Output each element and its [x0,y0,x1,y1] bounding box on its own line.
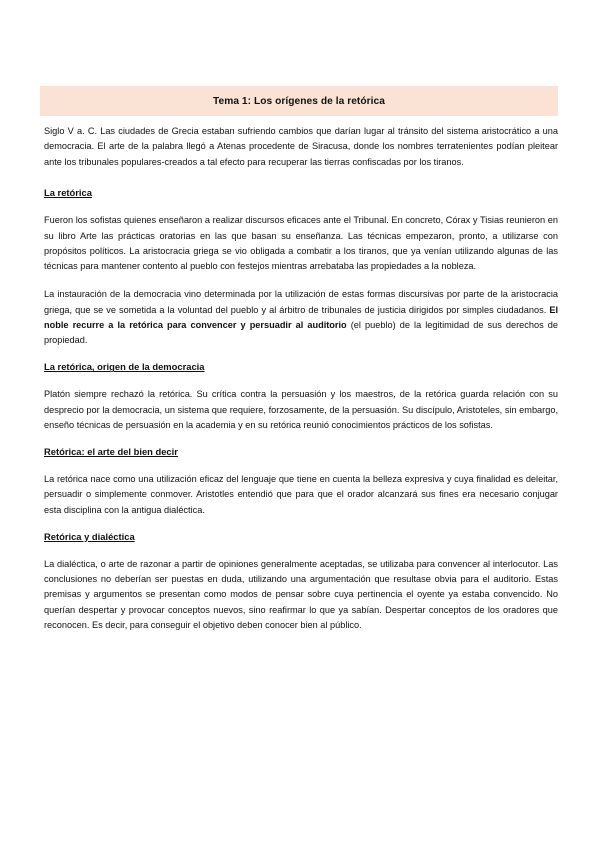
paragraph-dialectica: La dialéctica, o arte de razonar a partir de opiniones generalmente aceptadas, se utilizaba para convencer al interlocutor. Las conclusiones no deberían ser puestas en duda, utilizando una argumentación que resultase obvia para el auditorio. Estas premisas y argumentos se presentan como modos de pensar sobre cuya pertinencia el oyente ya estaba convencido. No querían despertar y provocar conceptos nuevos, sino reafirmar lo que ya sabían. Despertar conceptos de los oradores que reconocen. Es decir, para conseguir el objetivo deben conocer bien al público. [44,558,558,631]
paragraph-platon: Platón siempre rechazó la retórica. Su crítica contra la persuasión y los maestros, de la retórica guarda relación con su desprecio por la democracia, un sistema que requiere, forzosamente, de la persuasión. Su discípulo, Aristoteles, sin embargo, enseño técnicas de persuasión en la academia y en su retórica reunió conocimientos prácticos de los sofistas. [44,389,558,431]
paragraph-instauracion-text: La instauración de la democracia vino determinada por la utilización de estas formas discursivas por parte de la aristocracia griega, que se ve sometida a la voluntad del pueblo y al árbitro de tribunales de justicia dirigidos por simples ciudadanos. [44,289,558,315]
paragraph-instauracion [44,287,558,349]
paragraph-retorica-nace: La retórica nace como una utilización eficaz del lenguaje que tiene en cuenta la belleza expresiva y cuya finalidad es deleitar, persuadir o simplemente conmover. Aristotles entendió que para que el orador alcanzará sus fines era necesario conjugar esta disciplina con la antigua dialéctica. [44,473,558,515]
paragraph-instauracion-end: (el pueblo) de la legitimidad de sus derechos de propiedad. [44,320,558,346]
intro-paragraph: Siglo V a. C. Las ciudades de Grecia estaban sufriendo cambios que darían lugar al tránsito del sistema aristocrático a una democracia. El arte de la palabra llegó a Atenas procedente de Siracusa, donde los nombres terratenientes podían pleitear ante los tribunales populares-creados a tal efecto para recuperar las tierras confiscadas por los tiranos. [44,126,558,167]
section-heading-retorica-dialectica: Retórica y dialéctica [44,530,135,542]
title-banner [40,86,558,116]
section-heading-arte-bien-decir: Retórica: el arte del bien decir [44,446,178,457]
paragraph-instauracion-bold: El noble recurre a la retórica para convencer y persuadir al auditorio [44,304,558,331]
section-heading-la-retorica: La retórica [44,187,92,199]
section-heading-origen-democracia: La retórica, origen de la democracia [44,361,205,373]
paragraph-sofistas: Fueron los sofistas quienes enseñaron a realizar discursos eficaces ante el Tribunal. En concreto, Córax y Tisias reunieron en su libro Arte las prácticas oratorias en las que basan su enseñanza. Las técnicas empezaron, pronto, a utilizarse con propósitos políticos. La aristocracia griega se vio obligada a combatir a los tiranos, que ya venían utilizando algunas de las técnicas para mantener contento al pueblo con festejos mientras arrebataba las propiedades a la nobleza. [44,215,558,272]
document-body [44,124,558,634]
document-title: Tema 1: Los orígenes de la retórica [213,95,385,107]
